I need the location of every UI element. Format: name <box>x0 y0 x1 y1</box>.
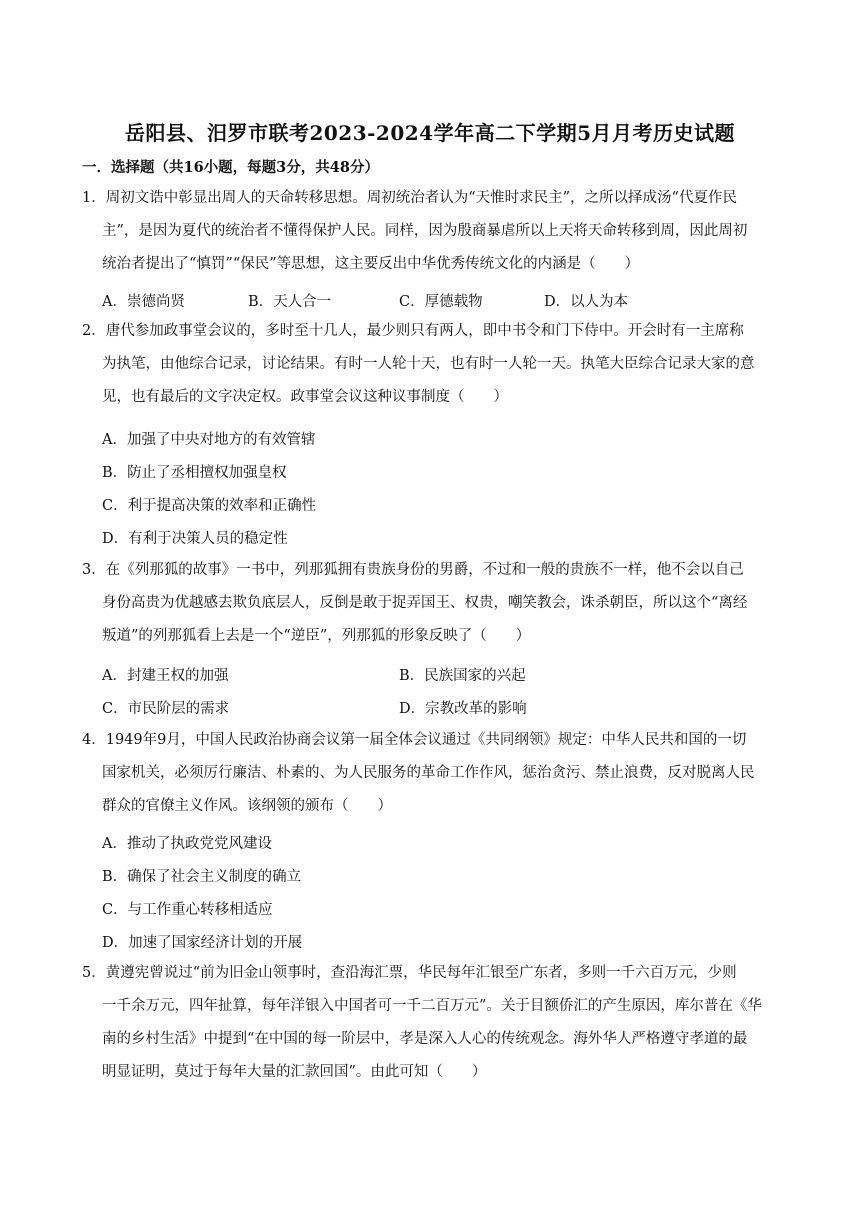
section-heading: 一．选择题（共16小题，每题3分，共48分） <box>82 159 379 176</box>
option-c: C．市民阶层的需求 <box>102 701 230 717</box>
option-c: C．利于提高决策的效率和正确性 <box>102 498 317 514</box>
question-1 <box>82 182 782 281</box>
question-text-line: 统治者提出了“慎罚”“保民”等思想，这主要反出中华优秀传统文化的内涵是（ ） <box>102 256 640 272</box>
question-text-line: 南的乡村生活》中提到“在中国的每一阶层中，孝是深入人心的传统观念。海外华人严格遵守孝道的最 <box>102 1031 748 1047</box>
question-4 <box>82 724 782 823</box>
option-a: A．崇德尚贤 <box>102 294 185 310</box>
question-text-line: 5．黄遵宪曾说过“前为旧金山领事时，查沿海汇票，华民每年汇银至广东者，多则一千六百万元，少则 <box>82 965 737 981</box>
option-b: B．天人合一 <box>248 294 332 310</box>
option-c: C．厚德载物 <box>399 294 483 310</box>
question-3 <box>82 554 782 653</box>
question-2 <box>82 315 782 414</box>
option-c: C．与工作重心转移相适应 <box>102 902 273 918</box>
question-text-line: 国家机关，必须厉行廉洁、朴素的、为人民服务的革命工作作风，惩治贪污、禁止浪费，反对脱离人民 <box>102 765 755 781</box>
question-text-line: 见，也有最后的文字决定权。政事堂会议这种议事制度（ ） <box>102 389 508 405</box>
question-text-line: 3．在《列那狐的故事》一书中，列那狐拥有贵族身份的男爵，不过和一般的贵族不一样，他不会以自己 <box>82 562 744 578</box>
question-text-line: 一千余万元，四年扯算，每年洋银入中国者可一千二百万元”。关于目额侨汇的产生原因，库尔普在《华 <box>102 998 762 1014</box>
question-text-line: 群众的官僚主义作风。该纲领的颁布（ ） <box>102 798 392 814</box>
question-5 <box>82 957 782 1089</box>
question-text-line: 1．周初文诰中彰显出周人的天命转移思想。周初统治者认为“天惟时求民主”，之所以择成汤“代夏作民 <box>82 190 737 206</box>
option-d: D．有利于决策人员的稳定性 <box>102 531 288 547</box>
question-text-line: 2．唐代参加政事堂会议的，多时至十几人，最少则只有两人，即中书令和门下侍中。开会时有一主席称 <box>82 323 744 339</box>
question-text-line: 明显证明，莫过于每年大量的汇款回国”。由此可知（ ） <box>102 1064 487 1080</box>
option-d: D．以人为本 <box>544 294 629 310</box>
question-text-line: 身份高贵为优越感去欺负底层人，反倒是敢于捉弄国王、权贵，嘲笑教会，诛杀朝臣，所以这个“离经 <box>102 595 748 611</box>
question-text-line: 4．1949年9月，中国人民政治协商会议第一届全体会议通过《共同纲领》规定：中华人民共和国的一切 <box>82 732 747 748</box>
option-d: D．加速了国家经济计划的开展 <box>102 935 303 951</box>
option-d: D．宗教改革的影响 <box>399 701 527 717</box>
option-a: A．推动了执政党党风建设 <box>102 836 272 852</box>
question-text-line: 主”，是因为夏代的统治者不懂得保护人民。同样，因为殷商暴虐所以上天将天命转移到周，因此周初 <box>102 223 748 239</box>
option-a: A．加强了中央对地方的有效管辖 <box>102 432 316 448</box>
option-b: B．民族国家的兴起 <box>399 668 526 684</box>
question-text-line: 叛道”的列那狐看上去是一个“逆臣”，列那狐的形象反映了（ ） <box>102 628 531 644</box>
question-text-line: 为执笔，由他综合记录，讨论结果。有时一人轮十天，也有时一人轮一天。执笔大臣综合记录大家的意 <box>102 356 755 372</box>
option-b: B．确保了社会主义制度的确立 <box>102 869 302 885</box>
option-a: A．封建王权的加强 <box>102 668 229 684</box>
page-title: 岳阳县、汨罗市联考2023-2024学年高二下学期5月月考历史试题 <box>124 121 736 145</box>
option-b: B．防止了丞相擅权加强皇权 <box>102 465 287 481</box>
